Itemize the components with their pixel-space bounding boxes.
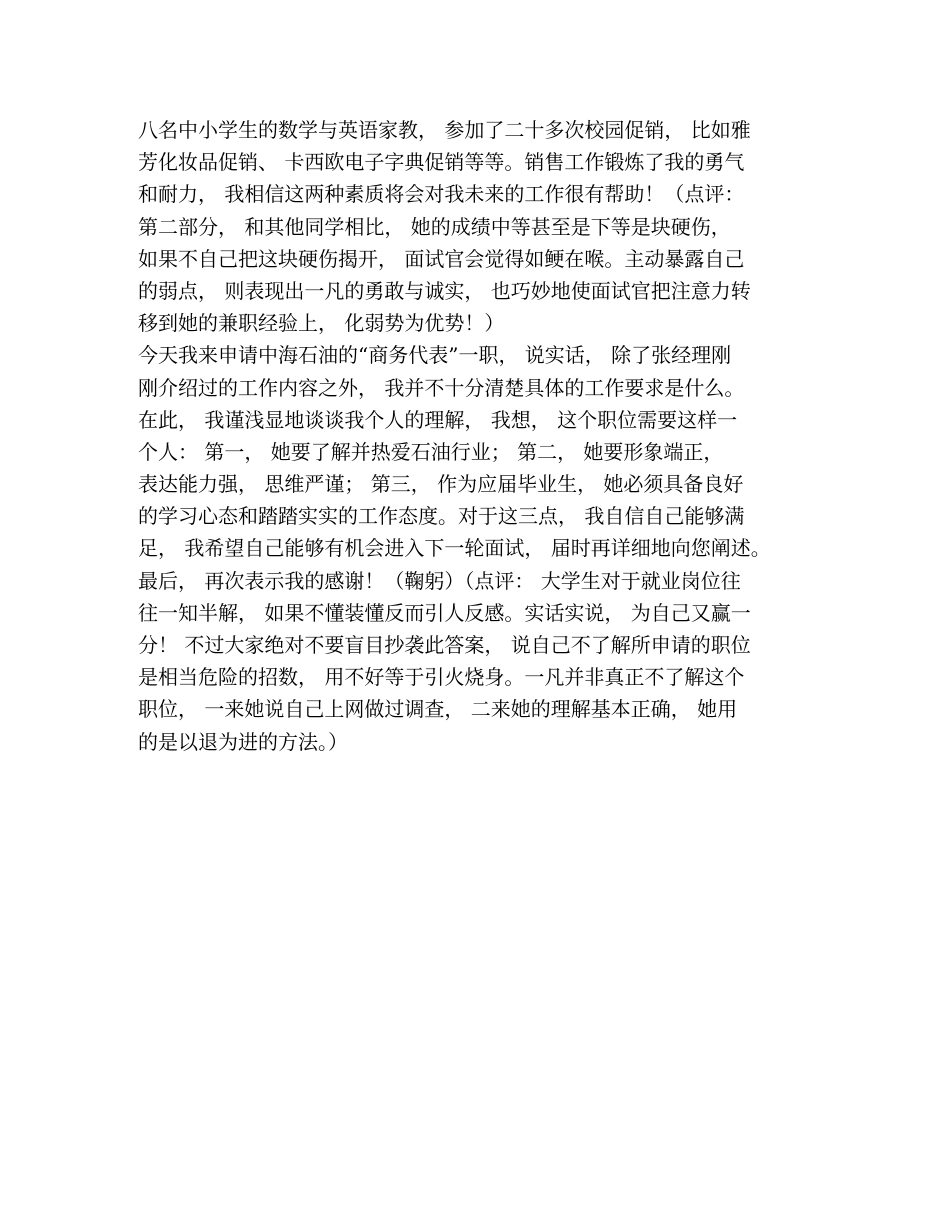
text-line: 足， 我希望自己能够有机会进入下一轮面试， 届时再详细地向您阐述。 — [138, 536, 771, 561]
text-line: 表达能力强， 思维严谨； 第三， 作为应届毕业生， 她必须具备良好 — [138, 472, 744, 497]
text-line: 移到她的兼职经验上， 化弱势为优势！） — [138, 311, 505, 336]
text-line: 职位， 一来她说自己上网做过调查， 二来她的理解基本正确， 她用 — [138, 697, 738, 722]
text-line: 个人： 第一， 她要了解并热爱石油行业； 第二， 她要形象端正， — [138, 439, 724, 464]
text-line: 的弱点， 则表现出一凡的勇敢与诚实， 也巧妙地使面试官把注意力转 — [138, 278, 751, 303]
text-line: 最后， 再次表示我的感谢！（鞠躬）（点评： 大学生对于就业岗位往 — [138, 568, 741, 593]
text-line: 刚介绍过的工作内容之外， 我并不十分清楚具体的工作要求是什么。 — [138, 375, 745, 400]
text-line: 在此， 我谨浅显地谈谈我个人的理解， 我想， 这个职位需要这样一 — [138, 407, 738, 432]
text-line: 八名中小学生的数学与英语家教， 参加了二十多次校园促销， 比如雅 — [138, 118, 751, 142]
text-line: 是相当危险的招数， 用不好等于引火烧身。一凡并非真正不了解这个 — [138, 665, 745, 690]
text-line: 的是以退为进的方法。） — [138, 729, 348, 754]
text-line: 往一知半解， 如果不懂装懂反而引人反感。实话实说， 为自己又赢一 — [138, 600, 751, 625]
text-line: 分！ 不过大家绝对不要盲目抄袭此答案， 说自己不了解所申请的职位 — [138, 633, 751, 657]
text-line: 的学习心态和踏踏实实的工作态度。对于这三点， 我自信自己能够满 — [138, 504, 745, 529]
body-text — [138, 114, 838, 758]
text-line: 今天我来申请中海石油的“商务代表”一职， 说实话， 除了张经理刚 — [138, 343, 732, 368]
text-line: 和耐力， 我相信这两种素质将会对我未来的工作很有帮助！（点评： — [138, 182, 745, 207]
text-line: 第二部分， 和其他同学相比， 她的成绩中等甚至是下等是块硬伤， — [138, 214, 731, 239]
text-line: 如果不自己把这块硬伤揭开， 面试官会觉得如鲠在喉。主动暴露自己 — [138, 246, 745, 271]
text-line: 芳化妆品促销、 卡西欧电子字典促销等等。销售工作锻炼了我的勇气 — [138, 150, 745, 175]
